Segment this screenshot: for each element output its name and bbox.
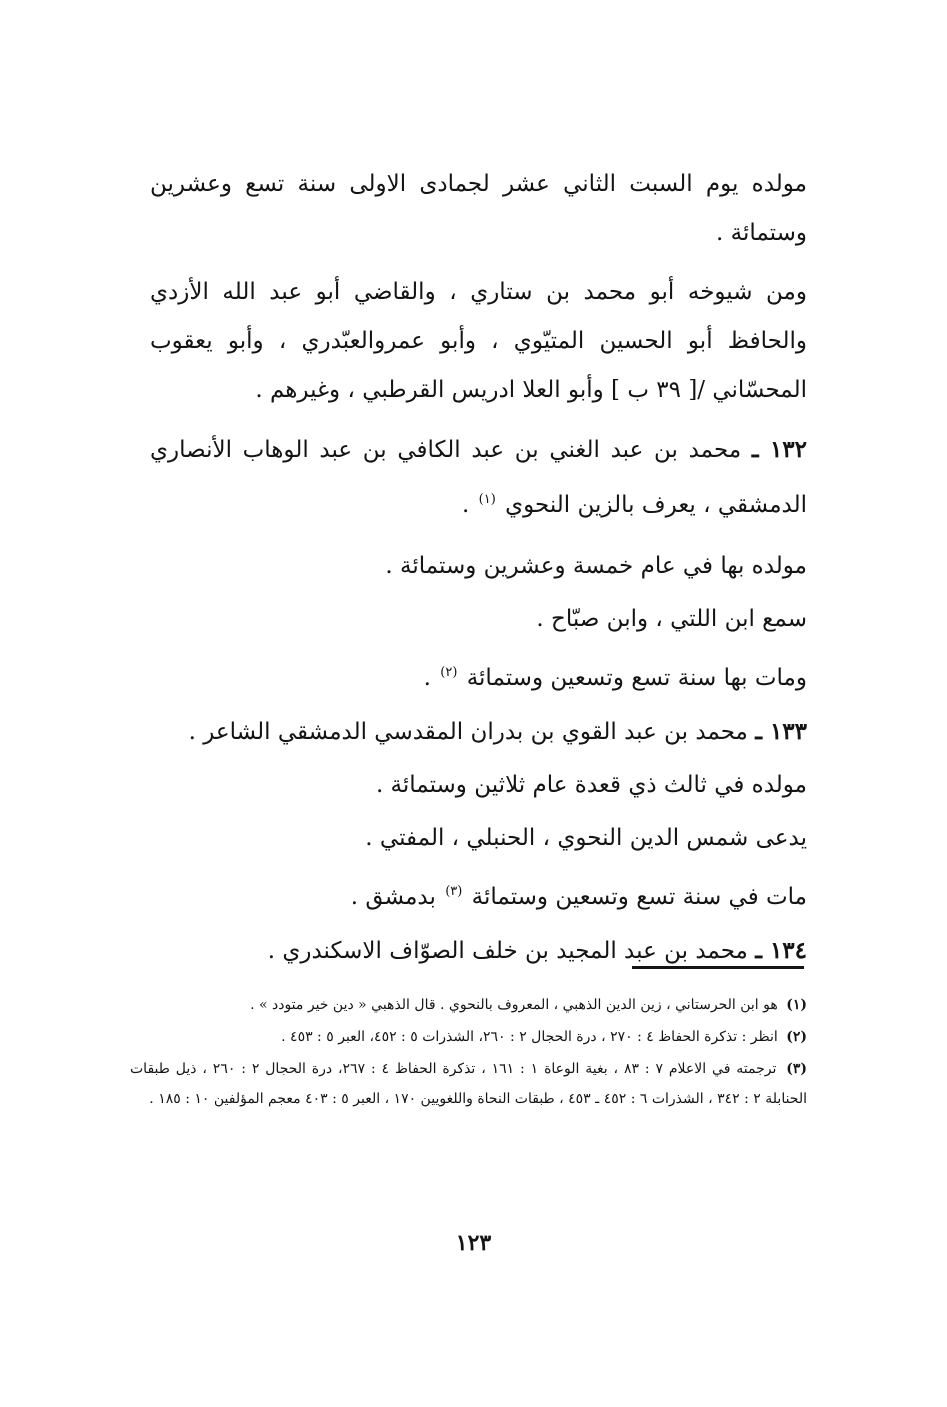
entry-133-number: ١٣٣ ـ [755, 718, 807, 745]
entry-133-heading [150, 705, 807, 759]
paragraph-birth: مولده يوم السبت الثاني عشر لجمادى الاولى سنة تسع وعشرين وستمائة . [150, 171, 807, 246]
footnote-1 [130, 990, 807, 1020]
entry-133-line-1: مولده في ثالث ذي قعدة عام ثلاثين وستمائة . [375, 772, 807, 798]
entry-132-line-1: مولده بها في عام خمسة وعشرين وستمائة . [385, 553, 807, 579]
entry-132-line-3 [150, 646, 807, 705]
footnote-3 [130, 1054, 807, 1114]
footnotes [130, 990, 807, 1116]
footnote-2-text: انظر : تذكرة الحفاظ ٤ : ٢٧٠ ، درة الحجال ٢ : ٢٦٠، الشذرات ٥ : ٤٥٢، العبر ٥ : ٤٥٣ . [281, 1029, 778, 1045]
entry-132-death-end: . [423, 665, 431, 691]
footnote-1-text: هو ابن الحرستاني ، زين الدين الذهبي ، المعروف بالنحوي . قال الذهبي « دين خير متودد » . [250, 997, 778, 1013]
footnote-1-mark: (١) [786, 997, 807, 1013]
entry-133-line-3 [150, 865, 807, 924]
page-number: ١٢٣ [455, 1230, 492, 1256]
entry-132-end: . [462, 492, 470, 518]
footnote-ref-3: (٣) [445, 884, 463, 899]
entry-133-line-2: يدعى شمس الدين النحوي ، الحنبلي ، المفتي . [365, 825, 807, 851]
entry-132-line-2: سمع ابن اللتي ، وابن صبّاح . [536, 606, 807, 632]
entry-132-number: ١٣٢ ـ [751, 436, 807, 463]
entry-134-heading [150, 924, 807, 978]
entry-132-death: ومات بها سنة تسع وتسعين وستمائة [466, 665, 807, 691]
footnote-separator [632, 966, 804, 969]
footnote-ref-1: (١) [478, 492, 496, 507]
footnote-2-mark: (٢) [786, 1029, 807, 1045]
entry-133-text: محمد بن عبد القوي بن بدران المقدسي الدمشقي الشاعر . [188, 719, 748, 745]
entry-134-number: ١٣٤ ـ [755, 937, 807, 964]
footnote-3-text: ترجمته في الاعلام ٧ : ٨٣ ، بغية الوعاة ١ : ١٦١ ، تذكرة الحفاظ ٤ : ٢٦٧، درة الحجال ٢ : ٢٦٠ ، ذيل طبقات الحنابلة ٢ : ٣٤٢ ، الشذرات ٦ : ٤٥٢ ـ ٤٥٣ ، طبقات النحاة واللغويين ١٧٠ ، العبر ٥ : ٤٠٣ معجم المؤلفين ١٠ : ١٨٥ . [130, 1061, 807, 1107]
footnote-ref-2: (٢) [440, 665, 458, 680]
entry-133-death-end: بدمشق . [350, 884, 436, 910]
entry-134-text: محمد بن عبد المجيد بن خلف الصوّاف الاسكندري . [267, 938, 748, 964]
paragraph-teachers: ومن شيوخه أبو محمد بن ستاري ، والقاضي أبو عبد الله الأزدي والحافظ أبو الحسين المتيّوي ، وأبو عمروالعبّدري ، وأبو يعقوب المحسّاني /[ ٣٩ ب ] وأبو العلا ادريس القرطبي ، وغيرهم . [150, 279, 807, 403]
footnote-2 [130, 1022, 807, 1052]
entry-132-text: محمد بن عبد الغني بن عبد الكافي بن عبد الوهاب الأنصاري الدمشقي ، يعرف بالزين النحوي [150, 437, 807, 518]
entry-132-heading [150, 425, 807, 530]
footnote-3-mark: (٣) [786, 1061, 808, 1077]
main-text [150, 160, 807, 978]
entry-133-death: مات في سنة تسع وتسعين وستمائة [471, 884, 807, 910]
